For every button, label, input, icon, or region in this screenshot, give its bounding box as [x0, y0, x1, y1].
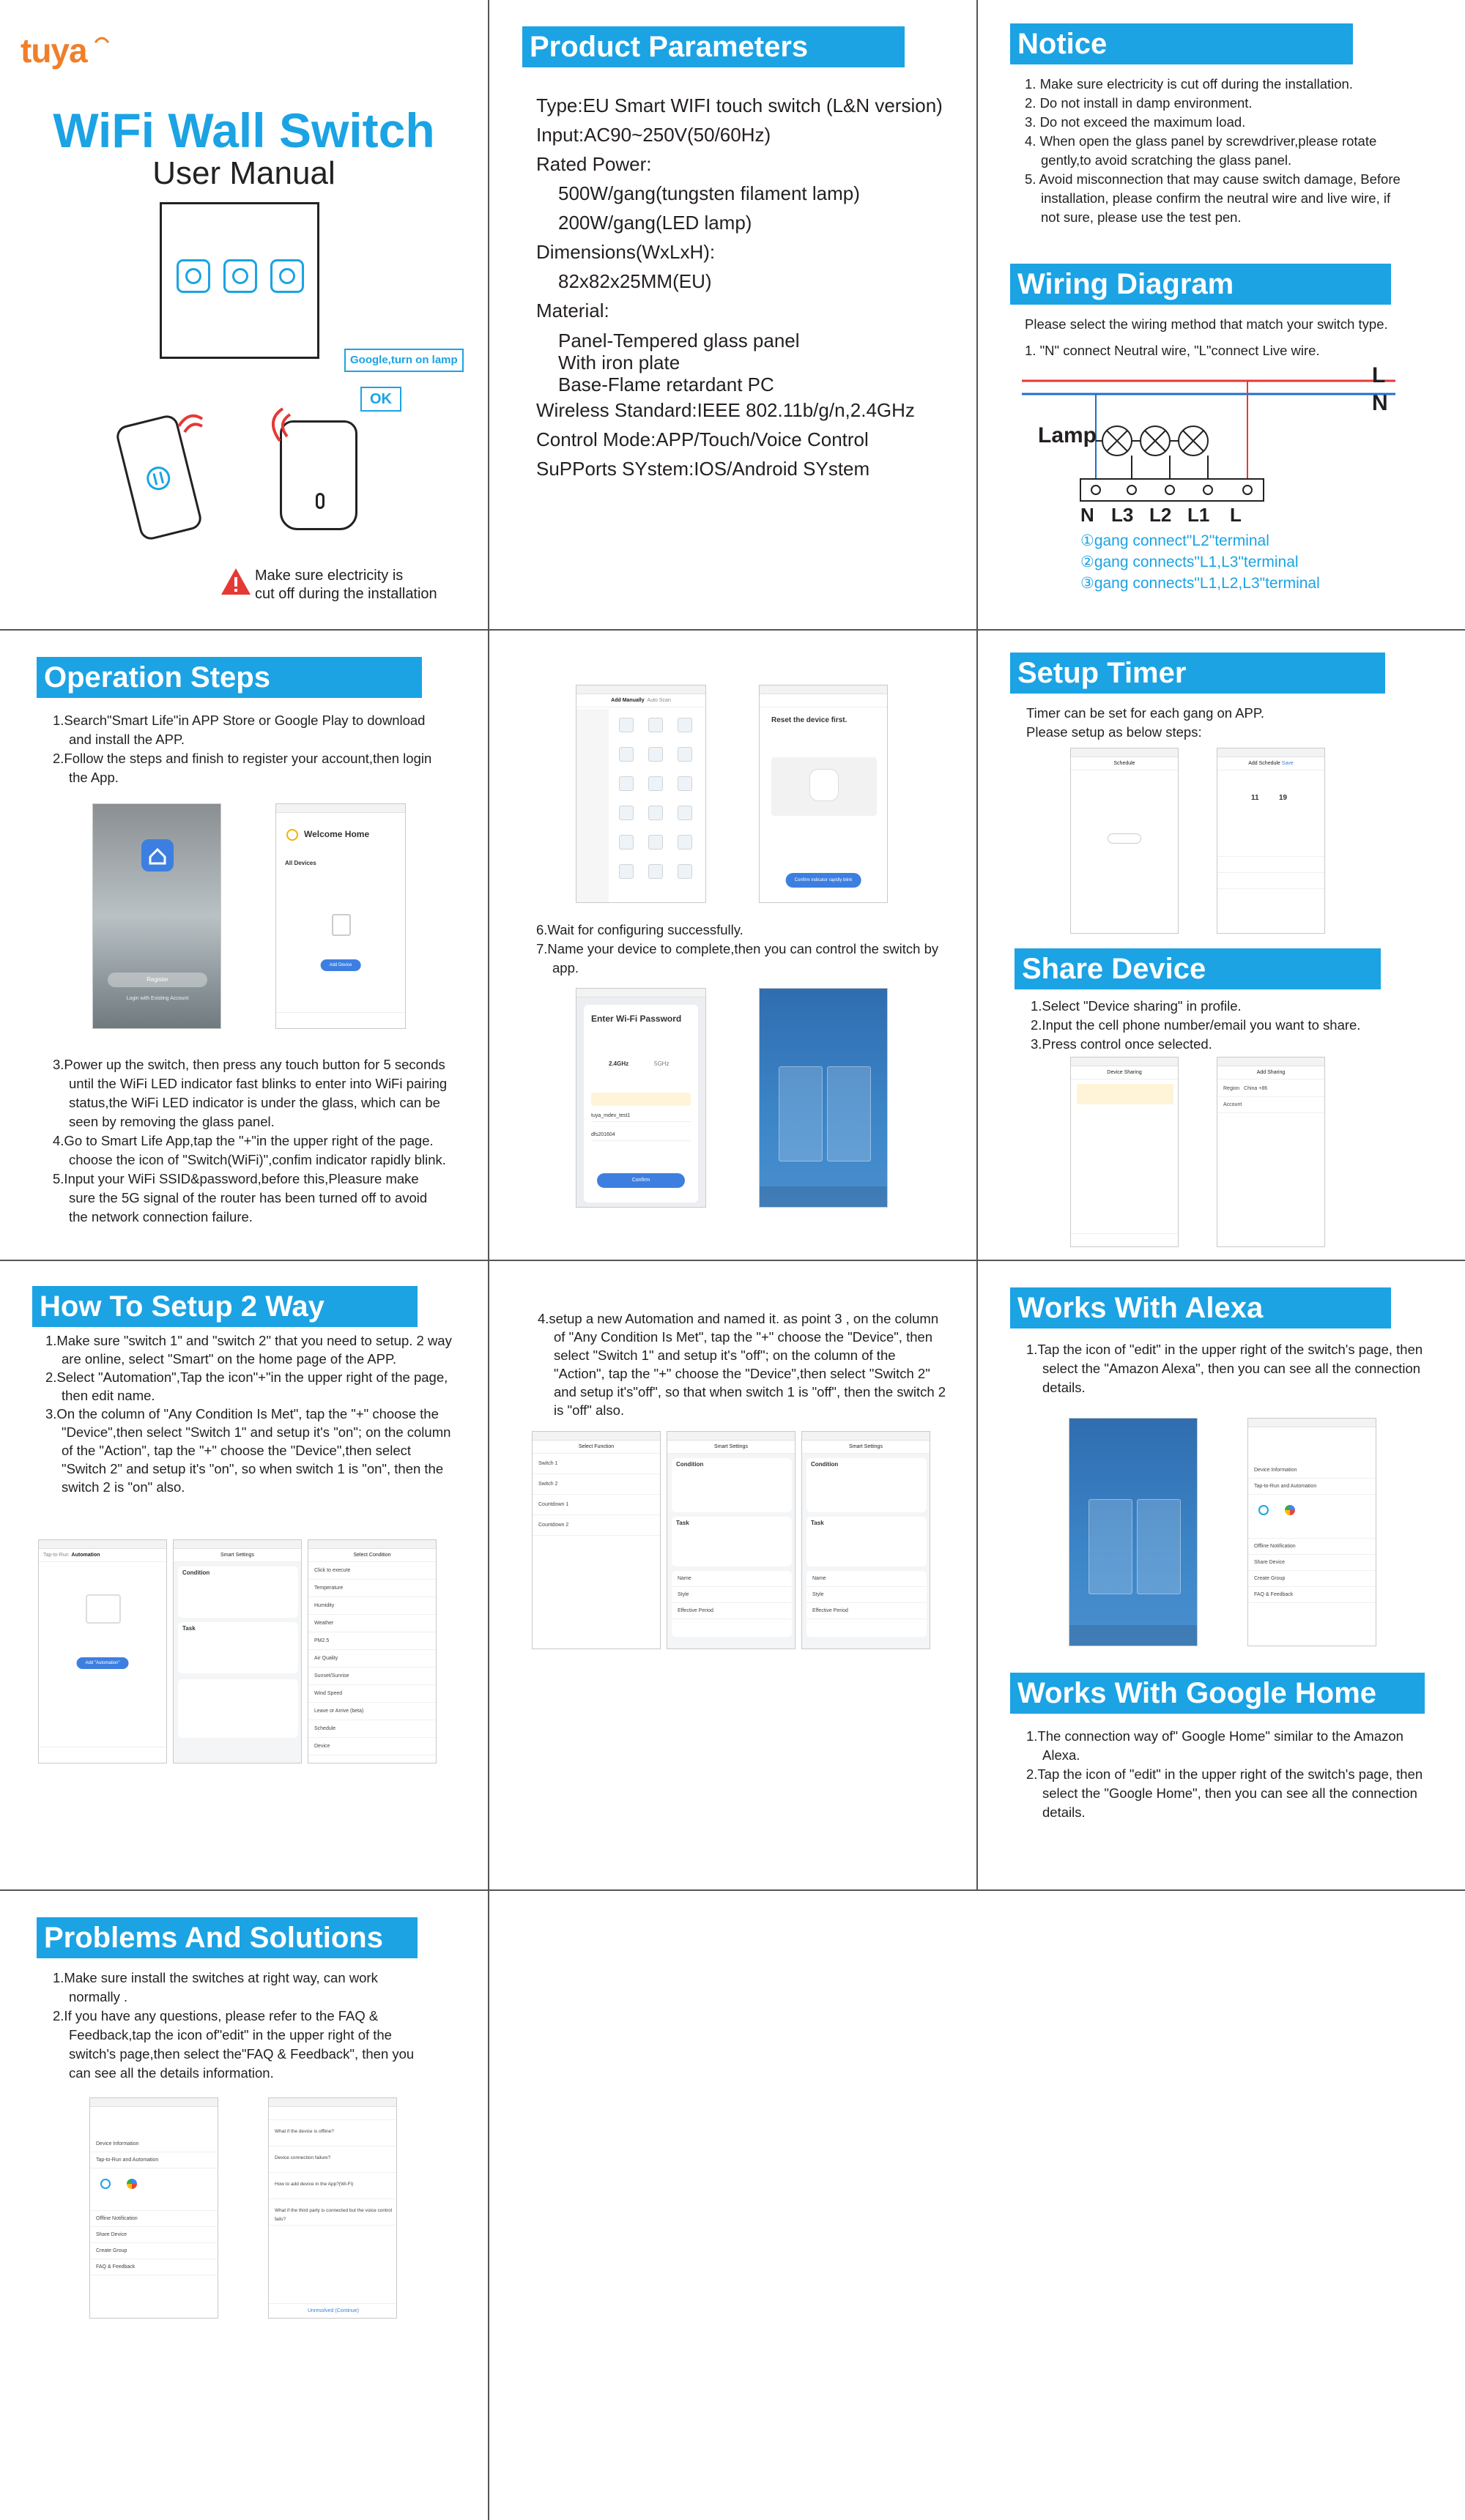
tap-to-run-tab[interactable]: Tap-to-Run [43, 1553, 69, 1558]
faq-question[interactable]: How to add device in the App?(Wi-Fi) [269, 2173, 396, 2199]
task-label: Task [182, 1625, 196, 1632]
task-card[interactable] [806, 1517, 927, 1566]
smart-settings-screen [667, 1431, 795, 1649]
param-wireless: Wireless Standard:IEEE 802.11b/g/n,2.4GHz [536, 399, 915, 421]
nav-bar [576, 694, 705, 707]
notice-item: 1. Make sure electricity is cut off during the installation. [1025, 76, 1353, 92]
settings-menu-item[interactable]: Create Group [90, 2243, 218, 2259]
name-row[interactable]: Name [806, 1571, 927, 1587]
condition-option[interactable]: Humidity [308, 1597, 436, 1615]
third-party-services [90, 2168, 218, 2211]
select-function-title: Select Function [533, 1441, 660, 1454]
task-label: Task [676, 1520, 689, 1526]
touch-button-3 [270, 259, 304, 293]
condition-option[interactable]: Weather [308, 1615, 436, 1632]
device-type-icon[interactable] [678, 718, 692, 732]
device-type-icon[interactable] [648, 776, 663, 791]
alexa-icon[interactable] [1258, 1505, 1269, 1515]
google-assistant-icon[interactable] [127, 2179, 137, 2189]
terminal-n: N [1080, 504, 1094, 526]
two-way-step: 2.Select "Automation",Tap the icon"+"in the upper right of the page, then edit name. [45, 1369, 448, 1403]
gang-switch-1[interactable] [1088, 1499, 1132, 1594]
timer-line: Please setup as below steps: [1026, 724, 1202, 740]
terminal-l2: L2 [1149, 504, 1172, 526]
add-sharing-screen [1217, 1057, 1325, 1247]
empty-device-icon [332, 914, 351, 936]
wifi-warning-box [591, 1093, 691, 1106]
two-way-continued-panel [489, 1261, 976, 1889]
operation-step: 4.Go to Smart Life App,tap the "+"in the upper right of the page. choose the icon of "Switch(WiFi)",confim indicator rapidly blink. [53, 1133, 446, 1167]
status-bar [576, 989, 705, 997]
brand-logo: tuya [21, 31, 87, 70]
confirm-blink-button[interactable]: Confirm indicator rapidly blink [786, 873, 861, 888]
speaker-waves-icon [261, 401, 297, 445]
condition-option[interactable]: Device [308, 1738, 436, 1755]
operation-step: 2.Follow the steps and finish to register your account,then login the App. [53, 751, 432, 785]
device-type-icon[interactable] [648, 835, 663, 850]
two-way-step: 3.On the column of "Any Condition Is Met", tap the "+" choose the "Device",then select "Switch 1" and setup it's "on"; on the column of the "Action", tap the "+" choose the "Device",then select "Switch 2" and setup it's "on", so when switch 1 is "on", then the switch 2 is "on" also. [45, 1406, 451, 1495]
status-bar [269, 2098, 396, 2107]
add-schedule-screen [1217, 748, 1325, 934]
settings-menu-item[interactable]: Create Group [1248, 1571, 1376, 1587]
faq-question[interactable]: What if the third party is connected but the voice control fails? [269, 2199, 396, 2226]
third-party-services [1248, 1495, 1376, 1539]
warning-line-1: Make sure electricity is [255, 568, 404, 584]
task-card[interactable] [672, 1517, 792, 1566]
wiring-intro: Please select the wiring method that match your switch type. [1025, 316, 1388, 332]
device-type-icon[interactable] [619, 747, 634, 762]
add-schedule-title: Add Schedule [1248, 761, 1280, 766]
voice-reply-bubble: OK [360, 387, 401, 412]
share-step: 1.Select "Device sharing" in profile. [1031, 998, 1242, 1014]
settings-menu-item[interactable]: Tap-to-Run and Automation [1248, 1479, 1376, 1495]
wire-label-live: L [1372, 363, 1386, 387]
product-title: WiFi Wall Switch [53, 103, 435, 157]
touch-button-1 [177, 259, 210, 293]
google-heading: Works With Google Home [1010, 1673, 1425, 1714]
condition-option[interactable]: Leave or Arrive (beta) [308, 1703, 436, 1720]
operation-step: 1.Search"Smart Life"in APP Store or Google Play to download and install the APP. [53, 713, 426, 747]
control-tab-bar [1069, 1625, 1198, 1646]
gang-note: ②gang connects"L1,L3"terminal [1080, 554, 1299, 570]
notice-wiring-panel [978, 0, 1465, 629]
condition-card[interactable] [672, 1458, 792, 1512]
time-picker-hour[interactable]: 11 [1251, 794, 1259, 802]
add-schedule-button[interactable] [1108, 833, 1141, 844]
status-bar [308, 1540, 436, 1549]
notice-list [1025, 75, 1406, 227]
password-field[interactable]: dfs201604 [591, 1132, 691, 1141]
device-type-icon[interactable] [648, 718, 663, 732]
condition-label: Condition [676, 1461, 704, 1468]
switch-panel-illustration [160, 202, 319, 359]
status-bar [576, 685, 705, 694]
status-bar [90, 2098, 218, 2107]
wiring-step: 1. "N" connect Neutral wire, "L"connect Live wire. [1025, 343, 1320, 358]
param-material-2: With iron plate [558, 352, 680, 373]
notice-item: 3. Do not exceed the maximum load. [1025, 114, 1246, 130]
notice-heading: Notice [1010, 23, 1353, 64]
settings-row[interactable] [1217, 857, 1325, 873]
add-sharing-button[interactable] [1071, 1233, 1179, 1246]
app-register-screen [92, 803, 221, 1029]
category-list [576, 709, 609, 903]
operation-step: 3.Power up the switch, then press any touch button for 5 seconds until the WiFi LED indicator fast blinks to enter into WiFi pairing status,the WiFi LED indicator is under the glass, which can be seen by removing the glass panel. [53, 1057, 448, 1129]
problems-text [53, 1969, 419, 2083]
share-steps [1031, 997, 1441, 1054]
alexa-heading: Works With Alexa [1010, 1287, 1391, 1328]
select-function-screen [532, 1431, 661, 1649]
status-bar [1248, 1419, 1376, 1427]
settings-menu-item[interactable]: Share Device [1248, 1555, 1376, 1571]
device-type-icon[interactable] [619, 718, 634, 732]
smart-tabs [39, 1549, 166, 1562]
two-way-step: 1.Make sure "switch 1" and "switch 2" that you need to setup. 2 way are online, select "Smart" on the home page of the APP. [45, 1333, 452, 1367]
style-row[interactable]: Style [806, 1587, 927, 1603]
add-automation-button[interactable]: Add "Automation" [77, 1657, 129, 1669]
account-row[interactable]: Account [1217, 1097, 1325, 1113]
gang-switch-1[interactable] [779, 1066, 823, 1161]
two-way-step-4 [538, 1309, 948, 1419]
two-way-panel [0, 1261, 488, 1889]
function-option[interactable]: Switch 1 [533, 1454, 660, 1474]
alexa-text [1026, 1340, 1436, 1397]
welcome-title: Welcome Home [304, 829, 370, 839]
status-bar [1071, 748, 1178, 757]
device-type-icon[interactable] [619, 864, 634, 879]
problems-heading: Problems And Solutions [37, 1917, 418, 1958]
operation-steps [536, 921, 946, 978]
automation-screen [38, 1539, 167, 1763]
status-bar [760, 685, 887, 694]
notice-item: 4. When open the glass panel by screwdriver,please rotate gently,to avoid scratching the glass panel. [1025, 133, 1377, 168]
alexa-step: 1.Tap the icon of "edit" in the upper right of the switch's page, then select the "Amazon Alexa", then you can see all the connection details. [1026, 1342, 1423, 1395]
options-card [672, 1571, 792, 1637]
smart-settings-title: Smart Settings [667, 1441, 795, 1454]
tab-bar [276, 1012, 406, 1028]
cover-panel [0, 0, 488, 629]
google-step: 1.The connection way of" Google Home" similar to the Amazon Alexa. [1026, 1728, 1403, 1763]
empty-automation-icon [86, 1594, 121, 1624]
options-card [178, 1679, 298, 1738]
condition-card[interactable] [178, 1566, 298, 1618]
device-type-icon[interactable] [619, 806, 634, 820]
share-step: 3.Press control once selected. [1031, 1036, 1212, 1052]
param-material: Material: [536, 300, 609, 321]
status-bar [276, 804, 405, 813]
share-step: 2.Input the cell phone number/email you want to share. [1031, 1017, 1361, 1033]
condition-label: Condition [182, 1569, 210, 1576]
condition-option[interactable]: Temperature [308, 1580, 436, 1597]
google-step: 2.Tap the icon of "edit" in the upper right of the switch's page, then select the "Google Home", then you can see all the connection details. [1026, 1766, 1423, 1820]
condition-option[interactable]: Schedule [308, 1720, 436, 1738]
device-type-icon[interactable] [619, 776, 634, 791]
device-type-icon[interactable] [678, 747, 692, 762]
add-device-button[interactable]: Add Device [321, 959, 361, 971]
ssid-field[interactable]: tuya_mdev_test1 [591, 1113, 691, 1122]
settings-menu-item[interactable]: Device Information [90, 2136, 218, 2152]
param-power-2: 200W/gang(LED lamp) [558, 212, 752, 234]
device-type-icon[interactable] [619, 835, 634, 850]
warning-icon [220, 567, 252, 596]
param-support: SuPPorts SYstem:IOS/Android SYstem [536, 458, 870, 480]
param-material-3: Base-Flame retardant PC [558, 373, 774, 395]
voice-command-bubble: Google,turn on lamp [344, 349, 464, 372]
reset-title: Reset the device first. [771, 716, 848, 724]
sun-icon [286, 829, 298, 841]
notice-item: 5. Avoid misconnection that may cause switch damage, Before installation, please confirm the neutral wire and live wire, if not sure, please use the test pen. [1025, 171, 1401, 225]
smart-settings-title: Smart Settings [802, 1441, 930, 1454]
wiring-heading: Wiring Diagram [1010, 264, 1391, 305]
time-picker-minute[interactable]: 19 [1279, 794, 1288, 802]
effective-period-row[interactable]: Effective Period [806, 1603, 927, 1619]
function-option[interactable]: Switch 2 [533, 1474, 660, 1495]
status-bar [533, 1432, 660, 1441]
condition-option[interactable]: Click to execute [308, 1562, 436, 1580]
settings-menu-item[interactable]: FAQ & Feedback [90, 2259, 218, 2275]
switch-control-screen [1069, 1418, 1198, 1646]
function-option[interactable]: Countdown 1 [533, 1495, 660, 1515]
faq-question[interactable]: Device connection failure? [269, 2147, 396, 2173]
automation-tab[interactable]: Automation [71, 1553, 100, 1558]
alexa-icon[interactable] [100, 2179, 111, 2189]
signal-waves-icon [173, 404, 217, 441]
login-link[interactable]: Login with Existing Account [126, 996, 189, 1001]
gang-note: ③gang connects"L1,L2,L3"terminal [1080, 575, 1320, 592]
status-bar [667, 1432, 795, 1441]
condition-option[interactable]: Wind Speed [308, 1685, 436, 1703]
problems-panel [0, 1891, 488, 2520]
param-dimensions: Dimensions(WxLxH): [536, 241, 716, 263]
param-dimensions-value: 82x82x25MM(EU) [558, 270, 712, 292]
save-button[interactable]: Save [1281, 761, 1294, 766]
operation-step: 5.Input your WiFi SSID&password,before this,Pleasure make sure the 5G signal of the router has been turned off to avoid the network connection failure. [53, 1171, 428, 1224]
condition-option[interactable]: PM2.5 [308, 1632, 436, 1650]
device-type-icon[interactable] [648, 806, 663, 820]
wifi-signal-icon [92, 29, 111, 45]
confirm-button[interactable]: Confirm [597, 1173, 685, 1188]
reset-device-screen [759, 685, 888, 903]
material-list [536, 330, 943, 395]
register-button[interactable]: Register [108, 973, 207, 987]
unresolved-button[interactable]: Unresolved (Continue) [269, 2303, 397, 2318]
device-header [1248, 1427, 1376, 1462]
select-condition-title: Select Condition [308, 1549, 436, 1562]
operation-steps-bottom [53, 1055, 448, 1227]
name-row[interactable]: Name [672, 1571, 792, 1587]
device-type-icon[interactable] [678, 776, 692, 791]
timer-heading: Setup Timer [1010, 653, 1385, 694]
tab-bar [39, 1747, 167, 1763]
faq-question[interactable]: What if the device is offline? [269, 2120, 396, 2147]
settings-menu-item[interactable]: Offline Notification [1248, 1539, 1376, 1555]
add-manually-tab[interactable]: Add Manually [611, 698, 645, 703]
two-way-step: 4.setup a new Automation and named it. as point 3 , on the column of "Any Condition Is Met", tap the "+" choose the "Device", then select "Switch 1" and setup it's "off"; on the column of the "Action", tap the "+" choose the "Device",then select "Switch 2" and setup it's"off", so that when switch 1 is "off", then the switch 2 is "off" also. [538, 1311, 946, 1418]
device-sharing-title: Device Sharing [1071, 1066, 1178, 1079]
param-type: Type:EU Smart WIFI touch switch (L&N version) [536, 94, 943, 116]
operation-heading: Operation Steps [37, 657, 422, 698]
warning-text [255, 567, 437, 603]
terminal-l3: L3 [1111, 504, 1134, 526]
status-bar [39, 1540, 166, 1549]
search-bar[interactable] [269, 2107, 396, 2120]
google-text [1026, 1727, 1436, 1822]
terminal-l: L [1230, 504, 1242, 526]
device-illustration [771, 757, 877, 816]
notice-item: 2. Do not install in damp environment. [1025, 95, 1253, 111]
wifi-password-screen [576, 988, 706, 1208]
device-type-icon[interactable] [648, 864, 663, 879]
device-type-icon[interactable] [648, 747, 663, 762]
select-condition-screen [308, 1539, 437, 1763]
param-power-1: 500W/gang(tungsten filament lamp) [558, 182, 860, 204]
lamp-label: Lamp [1038, 423, 1097, 447]
param-control: Control Mode:APP/Touch/Voice Control [536, 428, 869, 450]
function-option[interactable]: Countdown 2 [533, 1515, 660, 1536]
all-devices-label: All Devices [285, 860, 316, 866]
settings-menu-item[interactable]: Tap-to-Run and Automation [90, 2152, 218, 2168]
schedule-screen [1070, 748, 1179, 934]
section-heading: Product Parameters [522, 26, 905, 67]
faq-screen [268, 2097, 397, 2319]
timer-text [1026, 704, 1436, 742]
param-input: Input:AC90~250V(50/60Hz) [536, 124, 771, 146]
settings-menu-item[interactable]: FAQ & Feedback [1248, 1587, 1376, 1603]
operation-continued-panel [489, 631, 976, 1260]
status-bar [1217, 748, 1324, 757]
status-bar [1071, 1058, 1178, 1066]
parameters-panel [489, 0, 976, 629]
voice-assistant-panel [978, 1261, 1465, 1889]
auto-scan-tab[interactable]: Auto Scan [647, 698, 671, 703]
gang-switch-2[interactable] [1137, 1499, 1181, 1594]
device-header [90, 2107, 218, 2136]
condition-card[interactable] [806, 1458, 927, 1512]
add-sharing-title: Add Sharing [1217, 1066, 1324, 1079]
terminal-l1: L1 [1187, 504, 1210, 526]
nav-bar [760, 694, 887, 707]
condition-option[interactable]: Sunset/Sunrise [308, 1668, 436, 1685]
condition-label: Condition [811, 1461, 839, 1468]
sharing-info-box [1077, 1084, 1173, 1104]
param-rated-power: Rated Power: [536, 153, 652, 175]
task-card[interactable] [178, 1622, 298, 1673]
timer-line: Timer can be set for each gang on APP. [1026, 705, 1264, 721]
effective-period-row[interactable]: Effective Period [672, 1603, 792, 1619]
warning-line-2: cut off during the installation [255, 586, 437, 602]
smart-settings-screen [173, 1539, 302, 1763]
gang-note: ①gang connect"L2"terminal [1080, 532, 1269, 549]
task-label: Task [811, 1520, 824, 1526]
smart-life-app-icon [141, 839, 174, 871]
google-assistant-icon[interactable] [1285, 1505, 1295, 1515]
settings-menu-item[interactable]: Share Device [90, 2227, 218, 2243]
app-home-screen [275, 803, 406, 1029]
settings-row[interactable] [1217, 873, 1325, 889]
region-row[interactable]: Region China +86 [1217, 1081, 1325, 1097]
problem-item: 1.Make sure install the switches at right way, can work normally . [53, 1970, 378, 2004]
device-type-icon[interactable] [678, 835, 692, 850]
device-type-icon[interactable] [678, 864, 692, 879]
touch-button-2 [223, 259, 257, 293]
smart-settings-title: Smart Settings [174, 1549, 301, 1562]
settings-menu-item[interactable]: Offline Notification [90, 2211, 218, 2227]
nav-bar [1217, 757, 1324, 770]
operation-step: 7.Name your device to complete,then you can control the switch by app. [536, 941, 939, 975]
wifi-5-label: 5GHz [654, 1060, 670, 1067]
device-settings-screen [1247, 1418, 1376, 1646]
parameters-list [536, 91, 943, 483]
param-material-1: Panel-Tempered glass panel [558, 330, 800, 352]
device-sharing-screen [1070, 1057, 1179, 1247]
style-row[interactable]: Style [672, 1587, 792, 1603]
control-tab-bar [760, 1186, 888, 1207]
settings-row[interactable] [1217, 841, 1325, 857]
status-bar [802, 1432, 930, 1441]
condition-option[interactable]: Air Quality [308, 1650, 436, 1668]
operation-step: 6.Wait for configuring successfully. [536, 922, 743, 937]
wire-label-neutral: N [1372, 391, 1388, 415]
device-settings-screen [89, 2097, 218, 2319]
timer-share-panel [978, 631, 1465, 1260]
add-manually-screen [576, 685, 706, 903]
status-bar [174, 1540, 301, 1549]
switch-control-screen [759, 988, 888, 1208]
status-bar [1217, 1058, 1324, 1066]
wifi-card [584, 1005, 698, 1203]
operation-steps-top [53, 711, 448, 787]
wifi-24-label: 2.4GHz [609, 1060, 629, 1067]
device-type-icon[interactable] [678, 806, 692, 820]
gang-switch-2[interactable] [827, 1066, 871, 1161]
smart-settings-screen-2 [801, 1431, 930, 1649]
wifi-title: Enter Wi-Fi Password [591, 1014, 682, 1024]
share-heading: Share Device [1015, 948, 1381, 989]
operation-panel [0, 631, 488, 1260]
two-way-heading: How To Setup 2 Way [32, 1286, 418, 1327]
product-subtitle: User Manual [152, 155, 335, 191]
options-card [806, 1571, 927, 1637]
problem-item: 2.If you have any questions, please refer to the FAQ & Feedback,tap the icon of"edit" in the upper right of the switch's page,then select the"FAQ & Feedback", then you can see all the details information. [53, 2008, 415, 2081]
gang-notes [1080, 530, 1320, 594]
schedule-title: Schedule [1071, 757, 1178, 770]
two-way-steps [45, 1331, 456, 1496]
settings-menu-item[interactable]: Device Information [1248, 1462, 1376, 1479]
